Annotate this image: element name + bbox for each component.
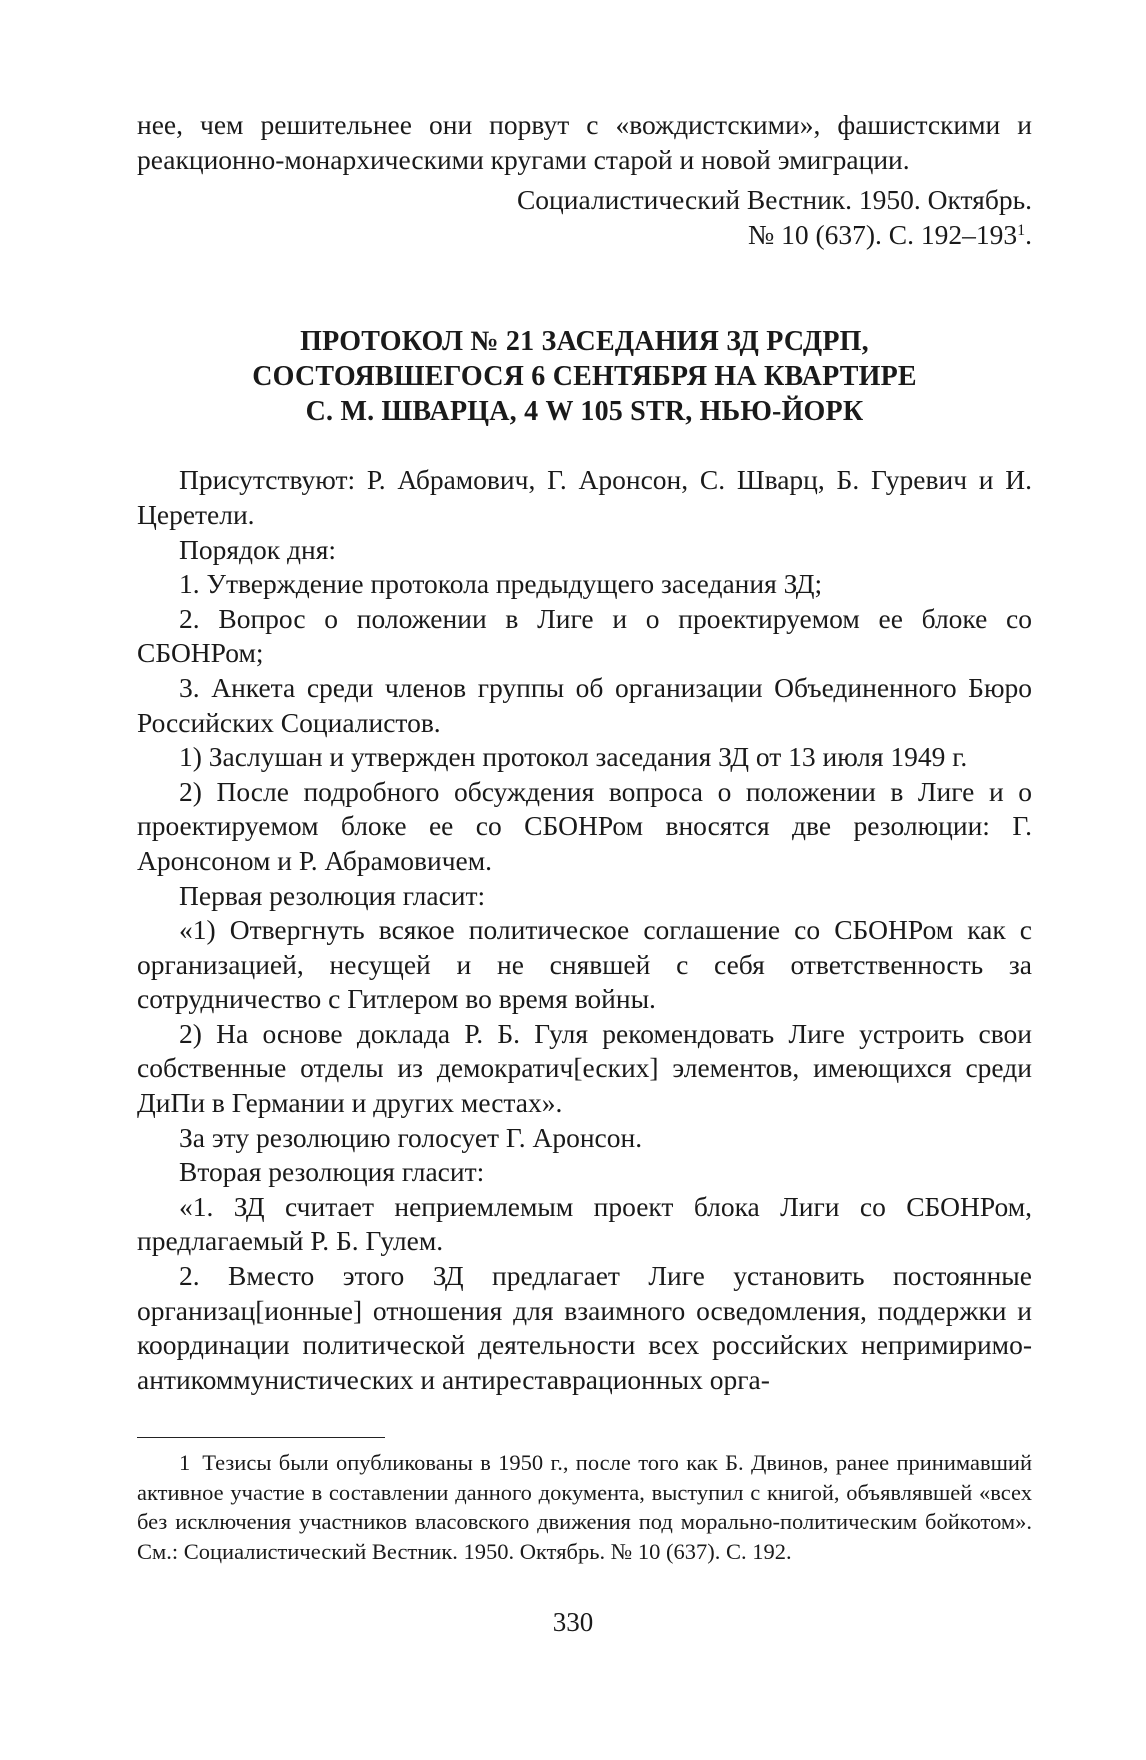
paragraph-decision-2: 2) После подробного обсуждения вопроса о положении в Лиге и о проектируемом блоке ее со СБОНРом вносятся две резолюции: Г. Аронсоном и Р. Абрамовичем.: [137, 775, 1032, 876]
protocol-heading: [137, 324, 1032, 429]
footnote-divider: [137, 1437, 385, 1438]
paragraph-second-resolution-point-2: 2. Вместо этого ЗД предлагает Лиге установить постоянные организац[ионные] отношения для взаимного осведомления, поддержки и координации политической деятельности всех российских непримиримо-антикоммунистических и антиреставрационных орга-: [137, 1260, 1032, 1395]
paragraph-agenda-item-1: 1. Утверждение протокола предыдущего заседания ЗД;: [179, 568, 823, 600]
source-line-1: Социалистический Вестник. 1950. Октябрь.: [516, 184, 1032, 216]
paragraph-second-resolution-label: Вторая резолюция гласит:: [179, 1156, 485, 1188]
page-number: 330: [552, 1607, 594, 1637]
footnote-mark: 1: [179, 1450, 191, 1475]
footnote-reference[interactable]: 1: [1017, 221, 1026, 239]
paragraph-agenda-label: Порядок дня:: [179, 533, 336, 565]
source-line-2-text: № 10 (637). С. 192–193: [747, 218, 1018, 250]
paragraph-first-resolution-point-2: 2) На основе доклада Р. Б. Гуля рекомендовать Лиге устроить свои собственные отделы из демократич[еских] элементов, имеющихся среди ДиПи в Германии и других местах».: [137, 1017, 1032, 1119]
page-content: [137, 108, 1032, 1397]
source-line-2-end: .: [1025, 218, 1032, 250]
source-citation: [137, 183, 1032, 252]
source-line-2: [137, 218, 1032, 253]
paragraph-first-resolution-label: Первая резолюция гласит:: [179, 879, 486, 911]
top-paragraph: нее, чем решительнее они порвут с «вождистскими», фашистскими и реакционно-монархическими кругами старой и новой эмиграции.: [137, 109, 1032, 175]
paragraph-vote: За эту резолюцию голосует Г. Аронсон.: [179, 1121, 643, 1153]
paragraph-first-resolution-point-1: «1) Отвергнуть всякое политическое соглашение со СБОНРом как с организацией, несущей и не снявшей с себя ответственность за сотрудничество с Гитлером во время войны.: [137, 914, 1032, 1015]
footnote-text: Тезисы были опубликованы в 1950 г., после того как Б. Двинов, ранее принимавший активное участие в составлении данного документа, выступил с книгой, объявлявшей «всех без исключения участников власовского движения под морально-политическим бойкотом». См.: Социалистический Вестник. 1950. Октябрь. № 10 (637). С. 192.: [137, 1450, 1032, 1564]
heading-line-3: С. М. ШВАРЦА, 4 W 105 STR, НЬЮ-ЙОРК: [305, 396, 864, 428]
paragraph-second-resolution-point-1: «1. ЗД считает неприемлемым проект блока Лиги со СБОНРом, предлагаемый Р. Б. Гулем.: [137, 1190, 1032, 1257]
heading-line-2: СОСТОЯВШЕГОСЯ 6 СЕНТЯБРЯ НА КВАРТИРЕ: [252, 361, 917, 393]
paragraph-agenda-item-2: 2. Вопрос о положении в Лиге и о проектируемом ее блоке со СБОНРом;: [137, 602, 1032, 669]
paragraph-attendees: Присутствуют: Р. Абрамович, Г. Аронсон, С. Шварц, Б. Гуревич и И. Церетели.: [137, 464, 1032, 530]
footnote: [137, 1448, 1032, 1566]
paragraph-decision-1: 1) Заслушан и утвержден протокол заседания ЗД от 13 июля 1949 г.: [179, 741, 968, 773]
paragraph-agenda-item-3: 3. Анкета среди членов группы об организации Объединенного Бюро Российских Социалистов.: [137, 671, 1032, 738]
heading-line-1: ПРОТОКОЛ № 21 ЗАСЕДАНИЯ ЗД РСДРП,: [300, 326, 869, 358]
